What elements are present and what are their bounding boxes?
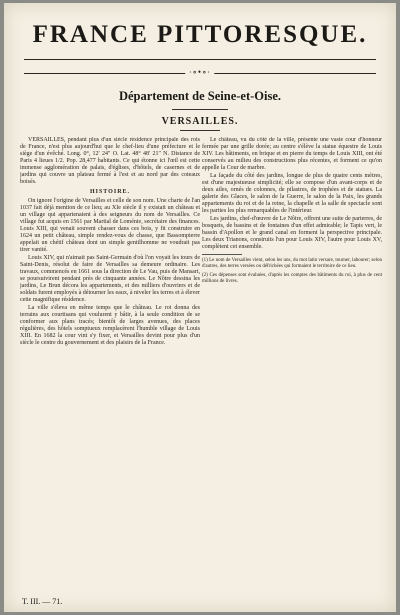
masthead-rule-top bbox=[24, 59, 376, 60]
paragraph: VERSAILLES, pendant plus d'un siècle résidence principale des rois de France, n'est plus aujourd'hui que le chef-lieu d'une préfecture et le siège d'un évêché. Long. 0°, 12′ 24″ O. Lat. 48° 48′ 21″ N. Distance de Paris 4 lieues 1/2. Pop. 28,477 habitants. Ce qui étonne ici l'œil est cette immense agglomération de palais, d'églises, d'hôtels, de casernes et de jardins qui couvre un plateau fermé à l'est et au nord par des coteaux boisés. bbox=[20, 137, 200, 185]
right-column bbox=[202, 137, 382, 591]
volume-label: T. III. — 71. bbox=[22, 597, 63, 606]
paragraph: Louis XIV, qui n'aimait pas Saint-Germain d'où l'on voyait les tours de Saint-Denis, résolut de faire de Versailles sa demeure ordinaire. Les travaux, commencés en 1661 sous la direction de Le Vau, puis de Mansart, se poursuivirent pendant près de cinquante années. Le Nôtre dessina les jardins, Le Brun décora les appartements, et des milliers d'ouvriers et de soldats furent employés à détourner les eaux, à niveler les terres et à élever cette magnifique résidence. bbox=[20, 255, 200, 303]
department-rule bbox=[172, 109, 228, 110]
section-rule bbox=[180, 130, 220, 131]
ornament-icon: ∙∘•∘∙ bbox=[185, 67, 214, 78]
masthead-title: FRANCE PITTORESQUE. bbox=[32, 21, 368, 48]
section-title: VERSAILLES. bbox=[161, 116, 239, 127]
subhead: HISTOIRE. bbox=[89, 189, 131, 195]
footnote: (1) Le nom de Versailles vient, selon les uns, du mot latin versare, tourner, labourer; selon d'autres, des terres versées ou défrichées qui formaient le territoire de ce lieu. bbox=[202, 258, 382, 269]
paragraph: La façade du côté des jardins, longue de plus de quatre cents mètres, est d'une majestueuse simplicité; elle se compose d'un avant-corps et de deux ailes, ornés de colonnes, de pilastres, de trophées et de statues. La galerie des Glaces, le salon de la Guerre, le salon de la Paix, les grands appartements du roi et de la reine, la chapelle et la salle de spectacle sont les parties les plus remarquables de l'intérieur. bbox=[202, 173, 382, 214]
footnote: (2) Ces dépenses sont évaluées, d'après les comptes des bâtiments du roi, à plus de cent millions de livres. bbox=[202, 273, 382, 284]
paragraph: La ville s'éleva en même temps que le château. Le roi donna des terrains aux courtisans qui voulurent y bâtir, à la seule condition de se conformer aux plans tracés; bientôt de larges avenues, des places régulières, des hôtels somptueux remplacèrent l'humble village de Louis XIII. En 1682 la cour vint s'y fixer, et Versailles devint pour plus d'un siècle le centre du gouvernement et des plaisirs de la France. bbox=[20, 305, 200, 346]
notes-rule bbox=[202, 254, 242, 255]
paragraph: Le château, vu du côté de la ville, présente une vaste cour d'honneur fermée par une grille dorée; au centre s'élève la statue équestre de Louis XIV. Les bâtiments, en brique et en pierre du temps de Louis XIII, ont été conservés au milieu des constructions plus récentes, et forment ce qu'on appelle la Cour de marbre. bbox=[202, 137, 382, 171]
left-column bbox=[20, 137, 200, 591]
paragraph: On ignore l'origine de Versailles et celle de son nom. Une charte de l'an 1037 fait déjà mention de ce lieu; au XIe siècle il y existait un château et un village qui appartenaient à des seigneurs du nom de Versailles. Ce village fut acquis en 1561 par Martial de Loménie, secrétaire des finances. Louis XIII, qui venait souvent chasser dans ces bois, y fit construire en 1624 un petit château, simple rendez-vous de chasse, que Bassompierre appelait un chétif château dont un simple gentilhomme ne voudrait pas tirer vanité. bbox=[20, 198, 200, 253]
document-page bbox=[4, 3, 396, 612]
paragraph: Les jardins, chef-d'œuvre de Le Nôtre, offrent une suite de parterres, de bosquets, de bassins et de fontaines d'un effet admirable; le Tapis vert, le bassin d'Apollon et le grand canal en forment la perspective principale. Les deux Trianons, construits l'un pour Louis XIV, l'autre pour Louis XV, complètent cet ensemble. bbox=[202, 216, 382, 250]
department-title: Département de Seine-et-Oise. bbox=[118, 89, 282, 103]
